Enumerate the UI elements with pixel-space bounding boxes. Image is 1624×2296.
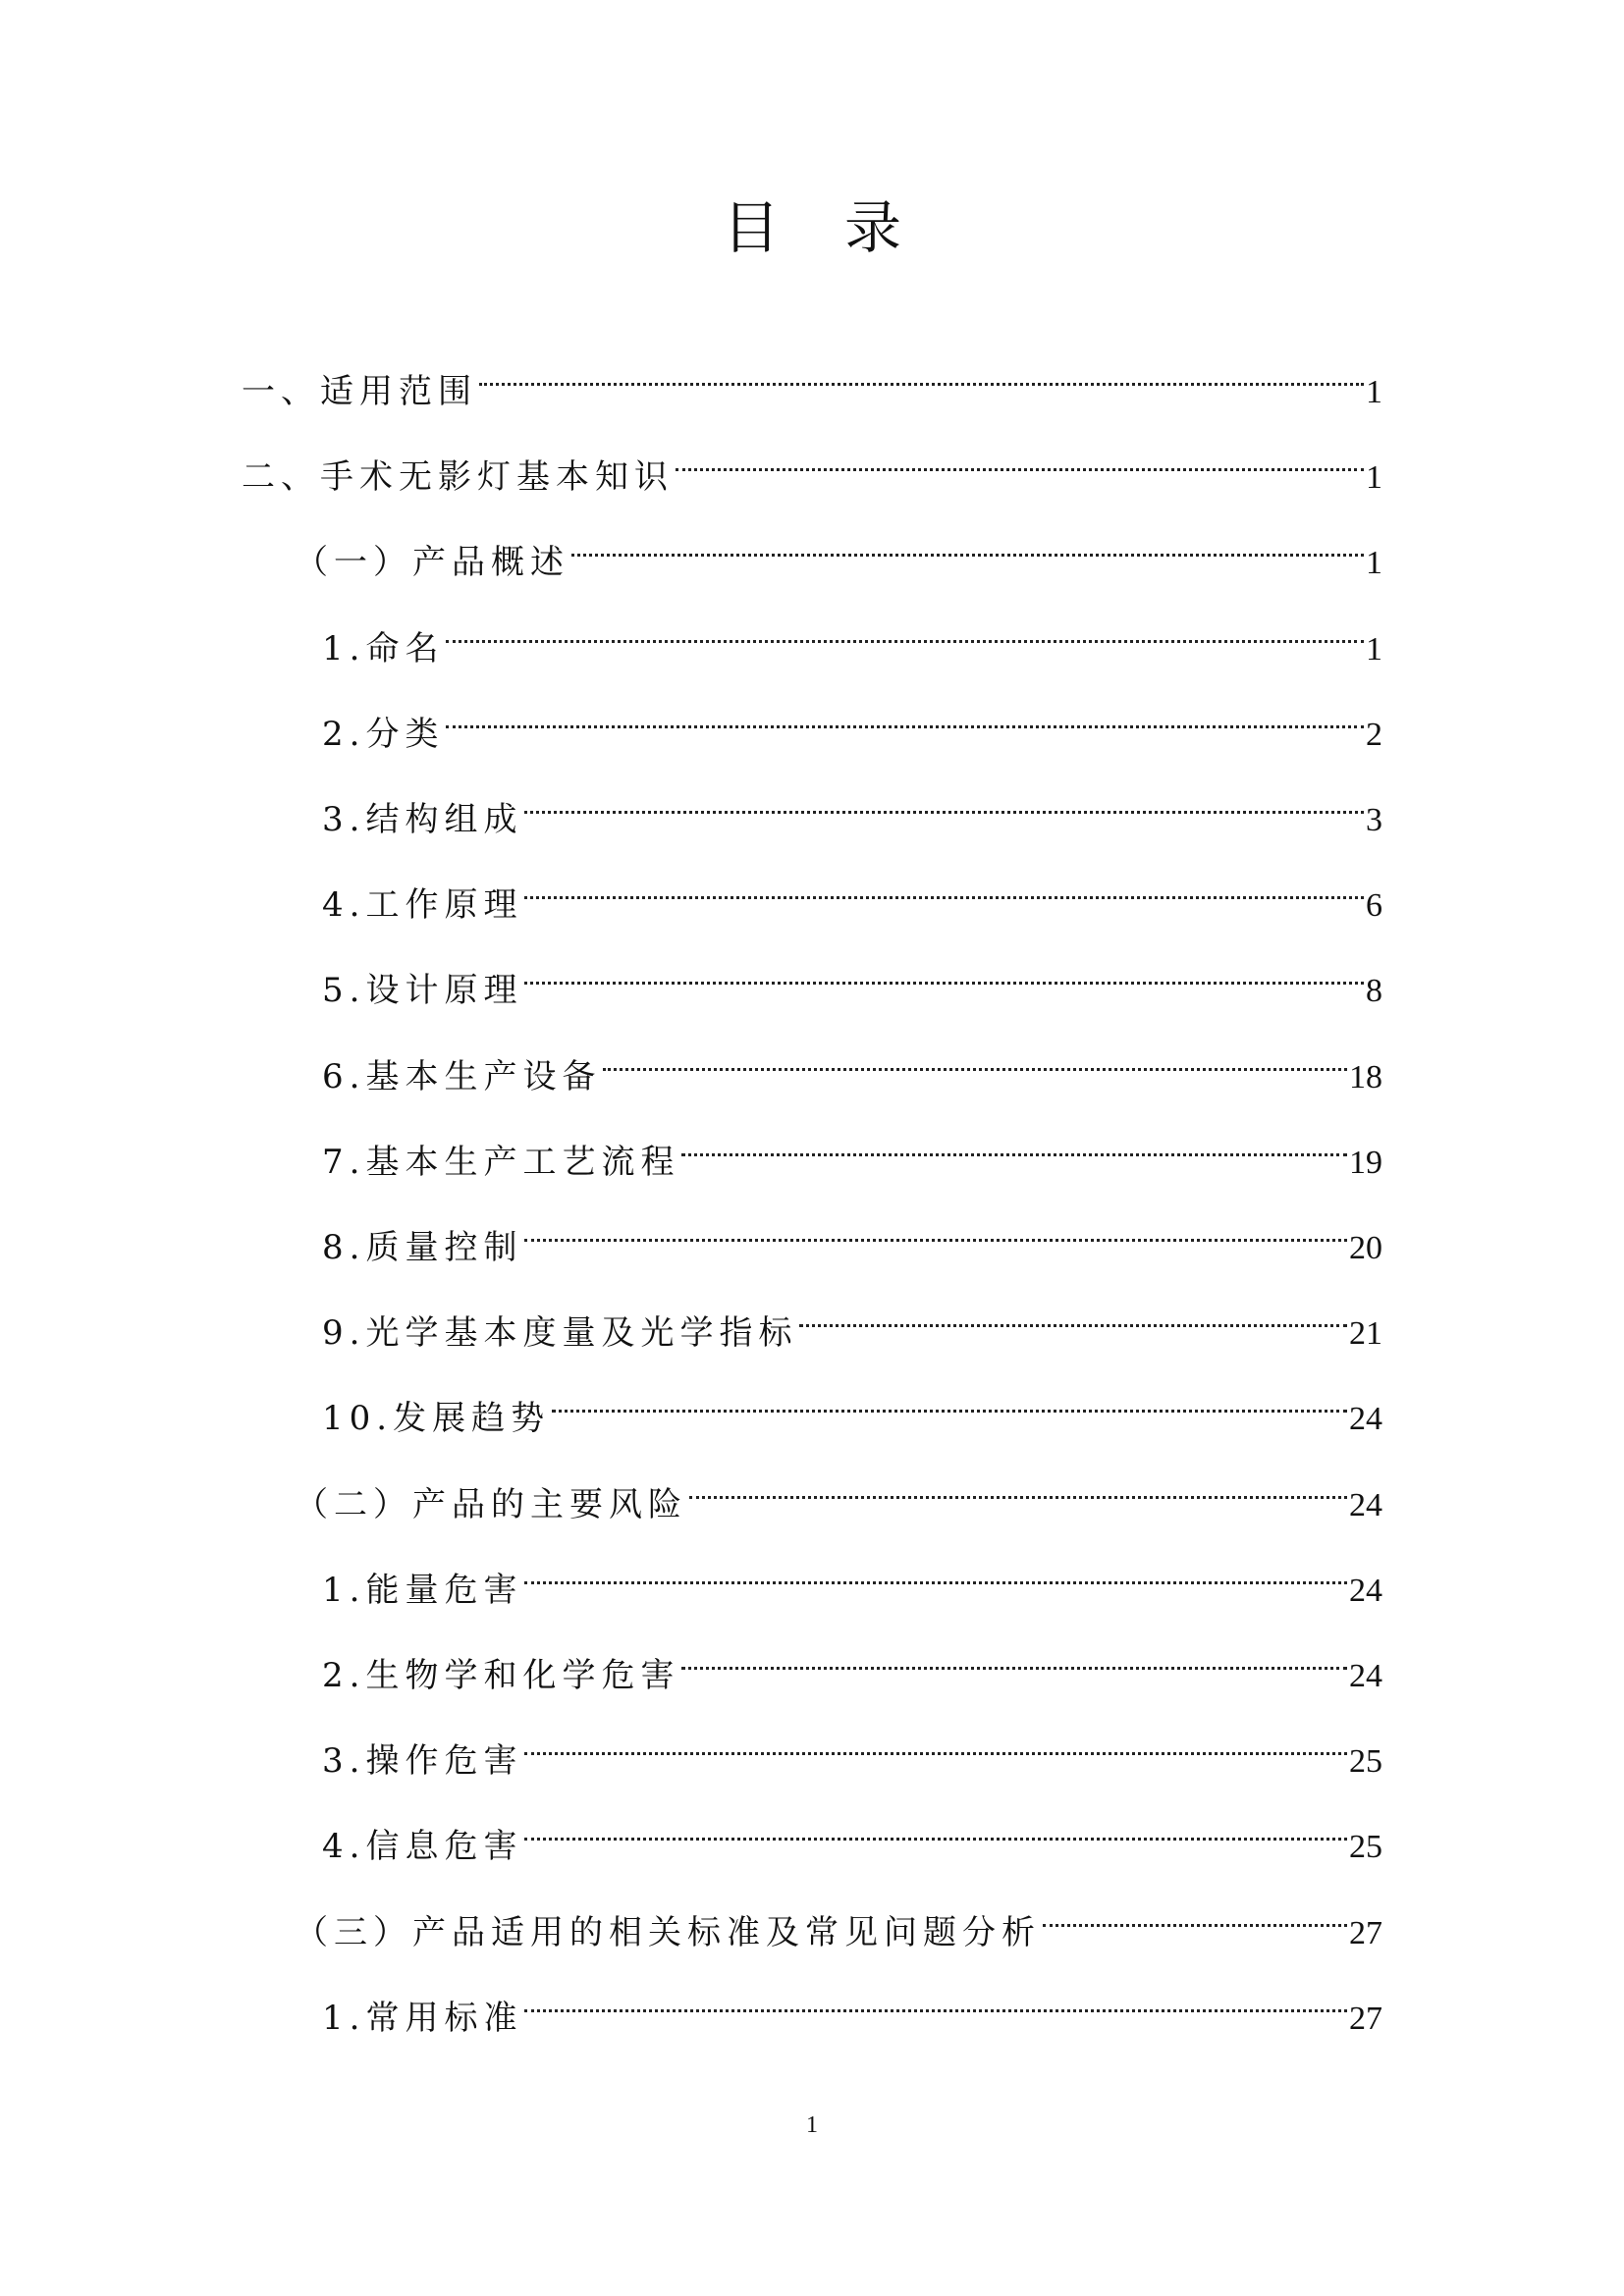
toc-entry[interactable]	[322, 1713, 1382, 1782]
toc-dot-leader	[446, 686, 1364, 745]
toc-entry[interactable]	[322, 1200, 1382, 1267]
toc-dot-leader	[552, 1370, 1347, 1429]
toc-entry[interactable]	[322, 1970, 1382, 2038]
toc-entry-label: （二）产品的主要风险	[295, 1484, 687, 1524]
toc-dot-leader	[524, 1542, 1347, 1601]
toc-entry-page-number: 21	[1349, 1315, 1382, 1353]
toc-entry-label: （三）产品适用的相关标准及常见问题分析	[295, 1912, 1041, 1952]
toc-entry-label: 1.常用标准	[322, 1998, 523, 2038]
toc-entry-page-number: 1	[1366, 630, 1382, 667]
toc-entry-page-number: 27	[1349, 2000, 1382, 2037]
toc-dot-leader	[524, 1970, 1347, 2029]
toc-dot-leader	[681, 1114, 1347, 1173]
toc-entry[interactable]	[322, 1798, 1382, 1867]
toc-entry-label: 3.操作危害	[322, 1741, 523, 1782]
toc-dot-leader	[603, 1029, 1347, 1088]
toc-entry-label: 7.基本生产工艺流程	[322, 1142, 680, 1182]
toc-dot-leader	[676, 429, 1364, 488]
toc-entry-label: 2.生物学和化学危害	[322, 1656, 680, 1695]
toc-entry-label: 3.结构组成	[322, 800, 523, 839]
toc-entry[interactable]	[322, 857, 1382, 926]
toc-entry[interactable]	[242, 429, 1382, 498]
toc-entry[interactable]	[322, 1114, 1382, 1182]
toc-entry[interactable]	[295, 514, 1382, 583]
toc-entry-label: （一）产品概述	[295, 543, 569, 583]
toc-entry-label: 5.设计原理	[322, 971, 523, 1011]
toc-dot-leader	[524, 857, 1364, 916]
toc-entry-label: 10.发展趋势	[322, 1399, 551, 1439]
toc-entry-label: 2.分类	[322, 714, 445, 754]
toc-entry-page-number: 6	[1366, 887, 1382, 925]
toc-entry-label: 9.光学基本度量及光学指标	[322, 1313, 798, 1354]
toc-entry-page-number: 1	[1366, 374, 1382, 410]
toc-entry-page-number: 3	[1366, 802, 1382, 838]
toc-entry-page-number: 1	[1366, 545, 1382, 582]
footer-page-number: 1	[806, 2112, 818, 2138]
toc-entry-page-number: 20	[1349, 1230, 1382, 1266]
toc-entry[interactable]	[322, 686, 1382, 754]
toc-entry[interactable]	[295, 1885, 1382, 1952]
toc-dot-leader	[1043, 1885, 1347, 1944]
toc-entry-page-number: 25	[1349, 1829, 1382, 1866]
toc-entry-label: 二、手术无影灯基本知识	[242, 457, 674, 498]
toc-entry-label: 1.命名	[322, 628, 445, 668]
toc-entry[interactable]	[242, 344, 1382, 411]
toc-entry[interactable]	[322, 1542, 1382, 1610]
toc-entry-page-number: 24	[1349, 1572, 1382, 1609]
toc-entry-page-number: 8	[1366, 973, 1382, 1010]
toc-dot-leader	[524, 772, 1364, 830]
toc-entry-page-number: 24	[1349, 1658, 1382, 1694]
toc-dot-leader	[571, 514, 1364, 573]
toc-entry-page-number: 27	[1349, 1914, 1382, 1951]
toc-dot-leader	[524, 942, 1364, 1001]
page-title: 目录	[722, 194, 966, 261]
toc-entry-page-number: 19	[1349, 1144, 1382, 1181]
toc-entry-label: 8.质量控制	[322, 1228, 523, 1267]
toc-entry-page-number: 24	[1349, 1486, 1382, 1523]
toc-dot-leader	[689, 1457, 1347, 1516]
toc-entry[interactable]	[322, 942, 1382, 1011]
toc-dot-leader	[446, 601, 1364, 660]
toc-dot-leader	[524, 1798, 1347, 1857]
toc-dot-leader	[524, 1200, 1347, 1258]
toc-dot-leader	[799, 1285, 1347, 1344]
toc-entry[interactable]	[322, 772, 1382, 839]
toc-entry[interactable]	[322, 1370, 1382, 1439]
toc-entry-label: 一、适用范围	[242, 372, 477, 411]
toc-dot-leader	[524, 1713, 1347, 1772]
toc-entry-page-number: 25	[1349, 1743, 1382, 1781]
toc-dot-leader	[681, 1628, 1347, 1686]
toc-entry[interactable]	[322, 1285, 1382, 1354]
toc-entry[interactable]	[322, 1628, 1382, 1695]
toc-entry-label: 4.工作原理	[322, 885, 523, 926]
toc-entry-label: 1.能量危害	[322, 1570, 523, 1610]
toc-entry[interactable]	[322, 601, 1382, 668]
toc-dot-leader	[479, 344, 1364, 402]
toc-entry[interactable]	[295, 1457, 1382, 1524]
toc-entry-page-number: 24	[1349, 1401, 1382, 1438]
toc-entry-label: 4.信息危害	[322, 1827, 523, 1867]
toc-entry-page-number: 18	[1349, 1058, 1382, 1095]
toc-entry-label: 6.基本生产设备	[322, 1056, 602, 1096]
toc-entry-page-number: 1	[1366, 459, 1382, 497]
toc-entry-page-number: 2	[1366, 716, 1382, 753]
toc-entry[interactable]	[322, 1029, 1382, 1096]
